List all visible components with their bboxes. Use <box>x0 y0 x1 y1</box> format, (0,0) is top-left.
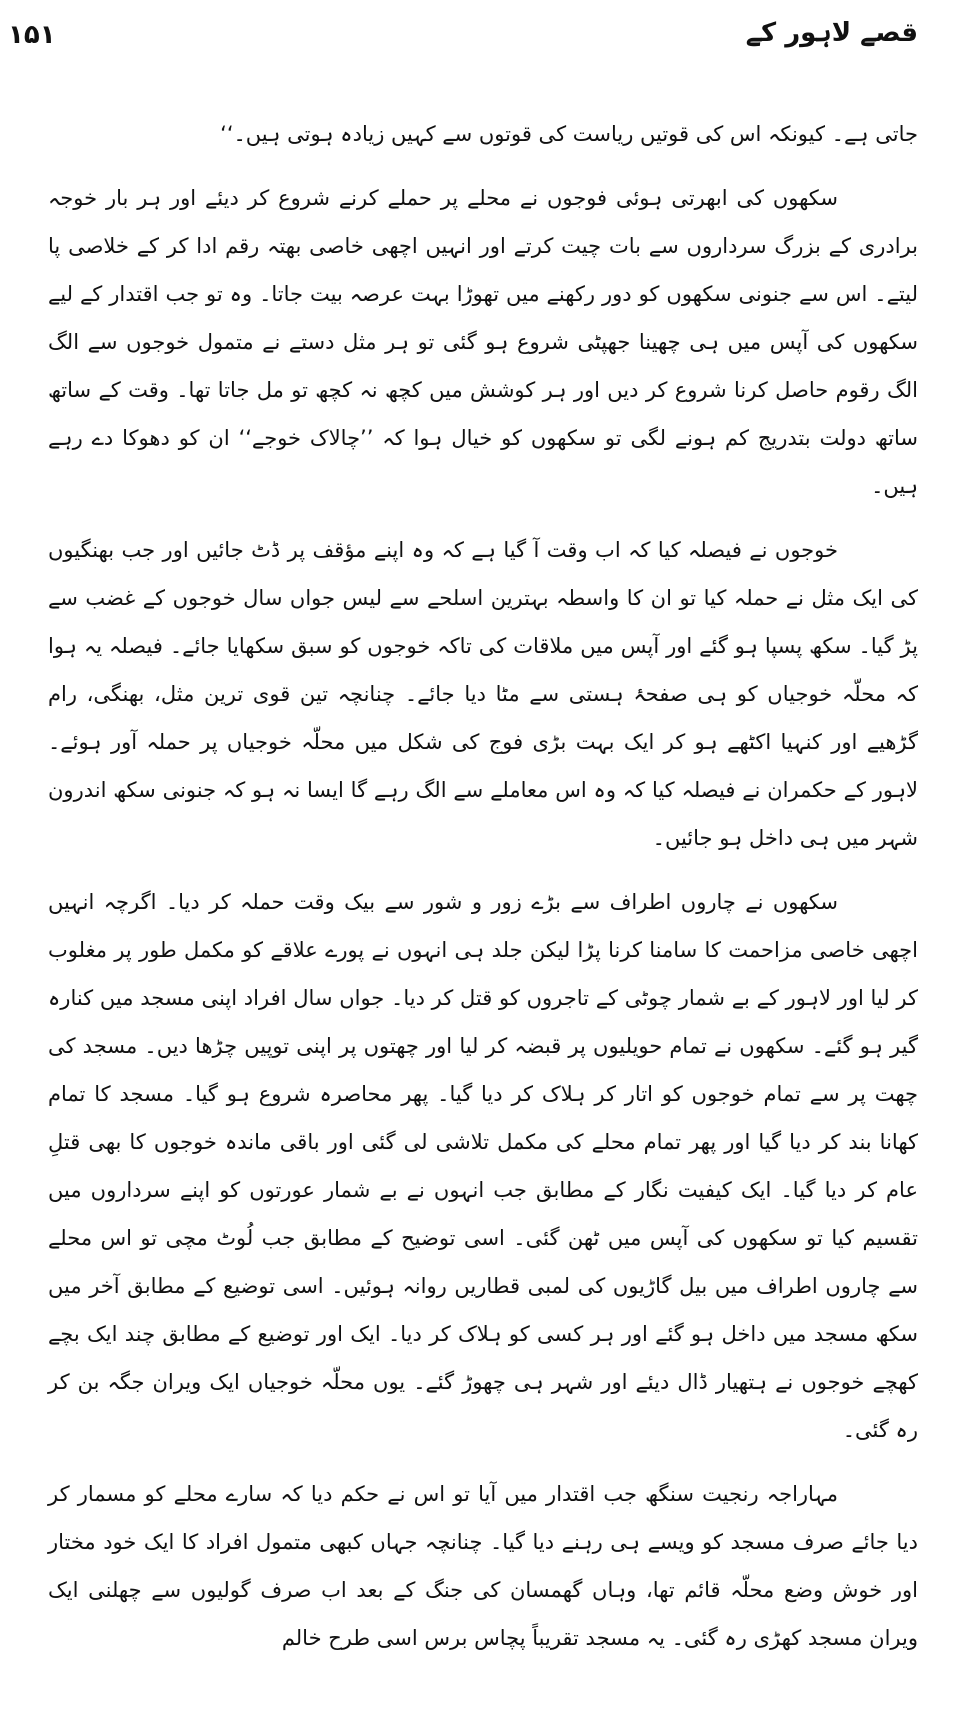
text-line: سکھوں نے چاروں اطراف سے بڑے زور و شور سے بیک وقت حملہ کر دیا۔ اگرچہ انہیں اچھی خاصی <box>48 890 918 962</box>
text-line: کو ویسے ہی رہنے دیا گیا۔ چنانچہ جہاں کبھی متمول افراد کا ایک خود مختار اور خوش وضع محلّہ قائم تھا، وہاں گھمسان کی <box>48 1530 919 1602</box>
text-line: اور چھتوں پر اپنی توپیں چڑھا دیں۔ مسجد کی چھت پر سے تمام خوجوں کو اتار کر ہلاک کر دیا گیا۔ پھر محاصرہ شروع ہو <box>48 1034 918 1106</box>
text-line: شروع ہو گئی تو ہر مثل دستے نے متمول خوجوں سے الگ الگ رقوم حاصل کرنا شروع کر دیں اور ہر کوشش میں کچھ <box>48 330 918 402</box>
paragraph <box>48 110 918 158</box>
page-header <box>8 0 918 110</box>
text-line: مہاراجہ رنجیت سنگھ جب اقتدار میں آیا تو اس نے حکم دیا کہ سارے محلے کو مسمار کر دیا جائے صرف مسجد <box>48 1482 918 1554</box>
text-line: سکھ اندرون شہر میں ہی داخل ہو جائیں۔ <box>48 778 918 850</box>
text-line: بزرگ سرداروں سے بات چیت کرتے اور انہیں اچھی خاصی بھتہ رقم ادا کر کے خلاصی پا لیتے۔ اس سے جنونی <box>48 234 918 306</box>
text-line: نہ کچھ تو مل جاتا تھا۔ وقت کے ساتھ ساتھ دولت بتدریج کم ہونے لگی تو سکھوں کو خیال ہوا کہ ’’چالاک خوجے‘‘ <box>48 378 918 450</box>
text-line: جاتی ہے۔ کیونکہ اس کی قوتیں ریاست کی قوتوں سے کہیں زیادہ ہوتی ہیں۔‘‘ <box>220 122 918 146</box>
body-text <box>48 110 918 1662</box>
running-title: قصے لاہور کے <box>745 18 918 48</box>
paragraph <box>48 174 918 510</box>
text-line: خوجوں نے فیصلہ کیا کہ اب وقت آ گیا ہے کہ وہ اپنے مؤقف پر ڈٹ جائیں اور جب بھنگیوں کی <box>48 538 918 610</box>
text-line: جنگ کے بعد اب صرف گولیوں سے چھلنی ایک ویران مسجد کھڑی رہ گئی۔ یہ مسجد تقریباً پچاس برس اسی طرح خالم <box>48 1578 918 1650</box>
text-line: ٹھن گئی۔ اسی توضیح کے مطابق جب لُوٹ مچی تو اس محلے سے چاروں اطراف میں بیل گاڑیوں کی لمبی قطاریں <box>48 1226 918 1298</box>
text-line: مزاحمت کا سامنا کرنا پڑا لیکن جلد ہی انہوں نے پورے علاقے کو مکمل طور پر مغلوب کر لیا اور لاہور کے بے شمار <box>48 938 918 1010</box>
text-line: چوٹی کے تاجروں کو قتل کر دیا۔ جواں سال افراد اپنی مسجد میں کنارہ گیر ہو گئے۔ سکھوں نے تمام حویلیوں پر قبضہ کر لیا <box>48 986 918 1058</box>
text-line: ایک مثل نے حملہ کیا تو ان کا واسطہ بہترین اسلحے سے لیس جواں سال خوجوں کے غضب سے پڑ گیا۔ سکھ پسپا ہو <box>48 586 918 658</box>
text-line: جائے۔ چنانچہ تین قوی ترین مثل، بھنگی، رام گڑھیے اور کنہیا اکٹھے ہو کر ایک بہت بڑی فوج کی شکل میں محلّہ <box>48 682 918 754</box>
text-line: سکھوں کی ابھرتی ہوئی فوجوں نے محلے پر حملے کرنے شروع کر دیئے اور ہر بار خوجہ برادری کے <box>48 186 918 258</box>
text-line: گئے اور آپس میں ملاقات کی تاکہ خوجوں کو سبق سکھایا جائے۔ فیصلہ یہ ہوا کہ محلّہ خوجیاں کو ہی صفحۂ ہستی سے مٹا دیا <box>48 634 918 706</box>
text-line: ایک کیفیت نگار کے مطابق جب انہوں نے بے شمار عورتوں کو اپنے سرداروں میں تقسیم کیا تو سکھوں کی آپس میں <box>48 1178 918 1250</box>
text-line: ان کو دھوکا دے رہے ہیں۔ <box>48 426 918 498</box>
text-line: خوجیاں پر حملہ آور ہوئے۔ لاہور کے حکمران نے فیصلہ کیا کہ وہ اس معاملے سے الگ رہے گا ایسا نہ ہو کہ جنونی <box>48 730 918 802</box>
text-line: گیا۔ مسجد کا تمام کھانا بند کر دیا گیا اور پھر تمام محلے کی مکمل تلاشی لی گئی اور باقی ماندہ خوجوں کا بھی قتلِ عام کر دیا گیا۔ <box>48 1082 918 1202</box>
paragraph <box>48 1470 918 1662</box>
page-number: ۱۵۱ <box>8 20 56 50</box>
text-line: مطابق چند ایک بچے کھچے خوجوں نے ہتھیار ڈال دیئے اور شہر ہی چھوڑ گئے۔ یوں محلّہ خوجیاں ایک ویران جگہ بن <box>48 1322 918 1394</box>
text-line: سکھوں کو دور رکھنے میں تھوڑا بہت عرصہ بیت جاتا۔ وہ تو جب اقتدار کے لیے سکھوں کی آپس میں ہی چھینا جھپٹی <box>48 282 918 354</box>
paragraph <box>48 526 918 862</box>
paragraph <box>48 878 918 1454</box>
text-line: کر رہ گئی۔ <box>48 1370 918 1442</box>
text-line: روانہ ہوئیں۔ اسی توضیع کے مطابق آخر میں سکھ مسجد میں داخل ہو گئے اور ہر کسی کو ہلاک کر دیا۔ ایک اور توضیع کے <box>48 1274 919 1346</box>
